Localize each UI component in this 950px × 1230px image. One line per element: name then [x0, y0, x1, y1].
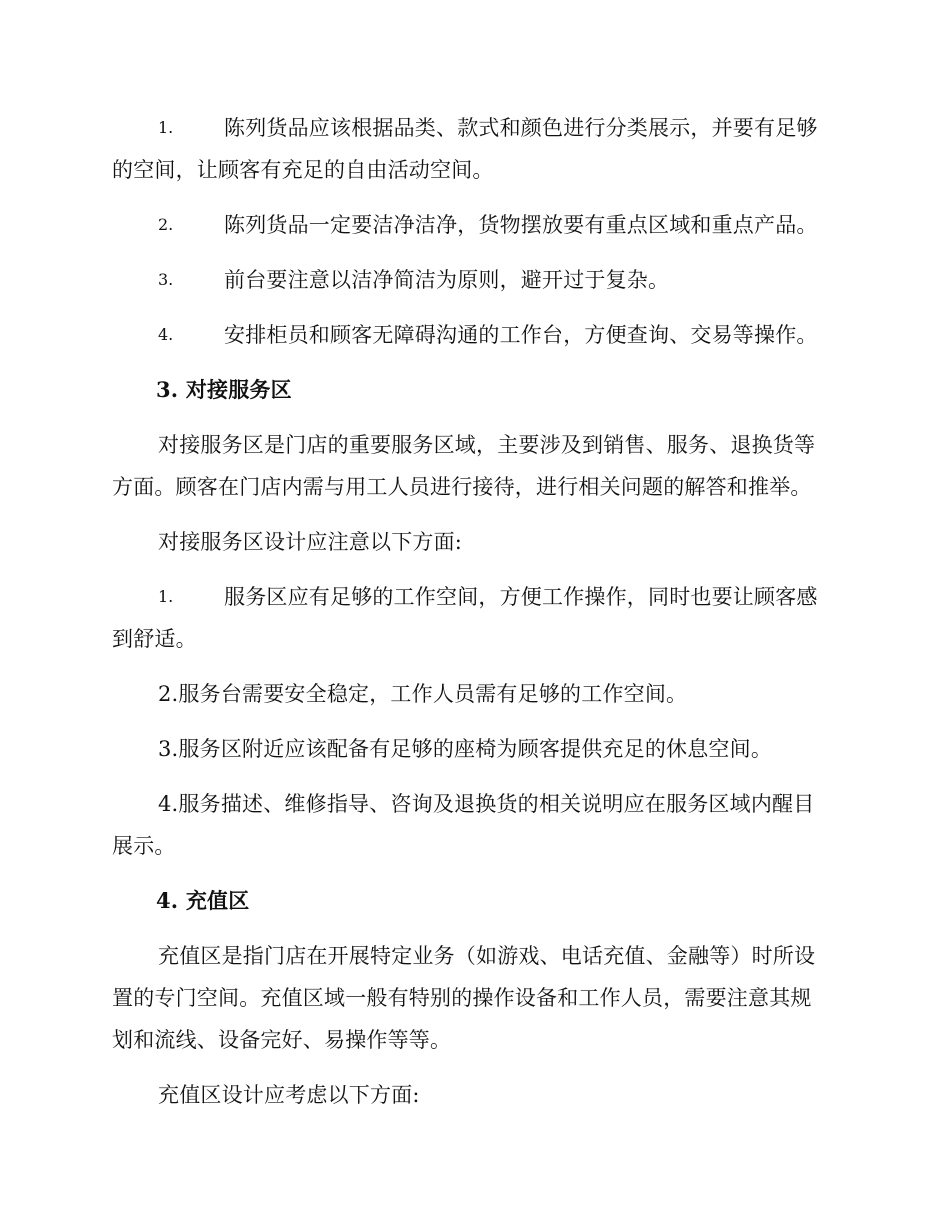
section-heading: 4. 充值区 [156, 888, 250, 913]
list-item-text: 服务区应有足够的工作空间，方便工作操作，同时也要让顾客感 [224, 585, 818, 609]
list-item-number: 4. [158, 325, 174, 344]
list-item-number: 1. [158, 118, 174, 137]
list-item-text: 陈列货品应该根据品类、款式和颜色进行分类展示，并要有足够 [224, 116, 818, 140]
list-item-text: 的空间，让顾客有充足的自由活动空间。 [112, 158, 494, 182]
list-item-text: 到舒适。 [112, 627, 197, 651]
list-item-number: 2. [158, 215, 174, 234]
list-item-text: 2.服务台需要安全稳定，工作人员需有足够的工作空间。 [158, 682, 688, 706]
list-item-text: 展示。 [112, 834, 176, 858]
paragraph-line: 对接服务区设计应注意以下方面: [158, 530, 463, 554]
paragraph-line: 划和流线、设备完好、易操作等等。 [112, 1028, 452, 1052]
list-item-text: 安排柜员和顾客无障碍沟通的工作台，方便查询、交易等操作。 [224, 323, 818, 347]
list-item-text: 前台要注意以洁净简洁为原则，避开过于复杂。 [224, 268, 670, 292]
list-item-text: 陈列货品一定要洁净洁净，货物摆放要有重点区域和重点产品。 [224, 213, 818, 237]
paragraph-line: 置的专门空间。充值区域一般有特别的操作设备和工作人员，需要注意其规 [112, 986, 812, 1010]
list-item-number: 1. [158, 587, 174, 606]
list-item-text: 4.服务描述、维修指导、咨询及退换货的相关说明应在服务区域内醒目 [158, 792, 815, 816]
paragraph-line: 充值区是指门店在开展特定业务（如游戏、电话充值、金融等）时所设 [158, 944, 816, 968]
paragraph-line: 充值区设计应考虑以下方面: [158, 1083, 420, 1107]
paragraph-line: 对接服务区是门店的重要服务区域，主要涉及到销售、服务、退换货等 [158, 433, 816, 457]
section-heading: 3. 对接服务区 [156, 377, 292, 402]
paragraph-line: 方面。顾客在门店内需与用工人员进行接待，进行相关问题的解答和推举。 [112, 475, 812, 499]
list-item-number: 3. [158, 270, 174, 289]
list-item-text: 3.服务区附近应该配备有足够的座椅为顾客提供充足的休息空间。 [158, 737, 773, 761]
